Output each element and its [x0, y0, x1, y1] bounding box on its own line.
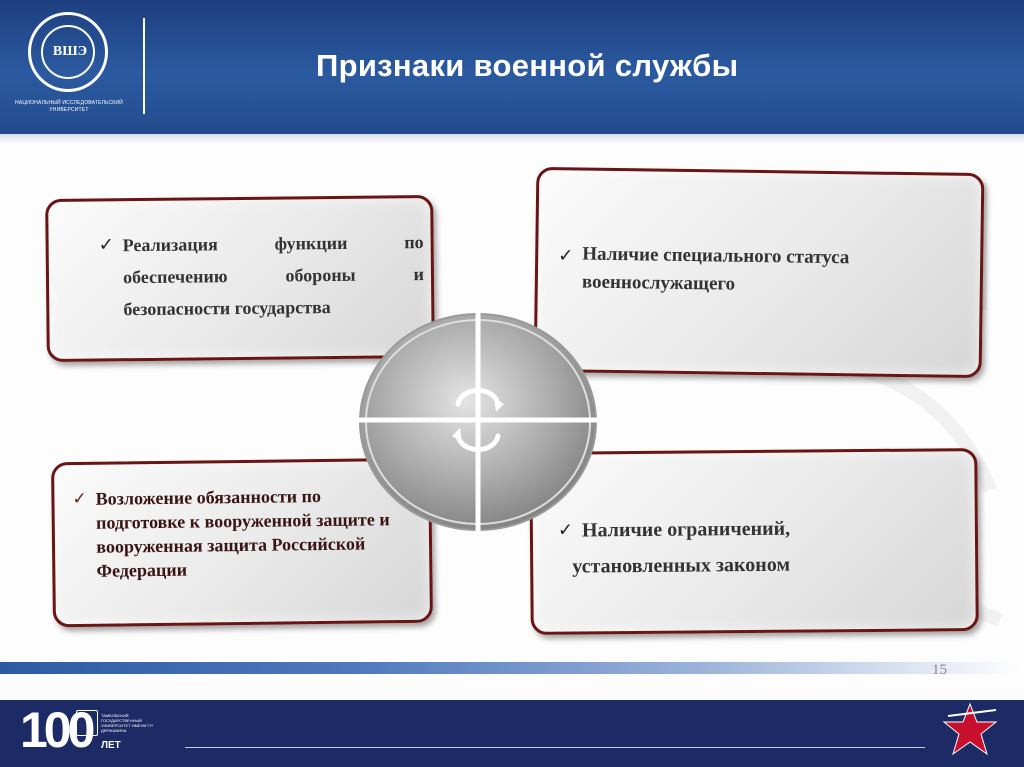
- slide-title: Признаки военной службы: [316, 48, 739, 83]
- card-item: [98, 226, 424, 325]
- logo-monogram: ВШЭ: [52, 44, 88, 59]
- restrictions-line-2: установленных законом: [572, 553, 791, 578]
- bottom-band: [0, 662, 1024, 674]
- card-item: [558, 509, 959, 584]
- footer-divider: [185, 747, 925, 748]
- footer-bar: [0, 700, 1024, 767]
- card-text-restrictions: [572, 511, 791, 585]
- page-number: 15: [932, 662, 947, 678]
- logo-ring-icon: [28, 12, 108, 92]
- logo-inner-ring: [41, 25, 95, 79]
- footer-let-label: ЛЕТ: [101, 740, 121, 751]
- checkmark-icon: ✓: [557, 519, 574, 541]
- slide-header: [0, 0, 1024, 137]
- card-text-status: Наличие специального статуса военнослужащего: [581, 243, 850, 295]
- logo-caption: НАЦИОНАЛЬНЫЙ ИССЛЕДОВАТЕЛЬСКИЙ УНИВЕРСИТЕТ: [15, 100, 123, 113]
- card-text-defense: Реализация функции по обеспечению обороны и безопасности государства: [122, 232, 425, 320]
- header-divider: [143, 18, 145, 114]
- red-star-icon: [940, 700, 1000, 760]
- checkmark-icon: ✓: [98, 234, 114, 256]
- center-cycle-circle: [358, 312, 598, 532]
- anniversary-logo: 100: [20, 702, 92, 758]
- card-special-status: [534, 167, 985, 378]
- checkmark-icon: ✓: [558, 245, 574, 267]
- university-logo: [14, 8, 124, 123]
- university-crest-icon: [76, 710, 98, 736]
- card-item: [558, 240, 969, 302]
- header-shadow: [0, 134, 1024, 144]
- card-item: [72, 483, 403, 583]
- card-text-armed-protection: Возложение обязанности по подготовке к вооруженной защите и вооруженная защита Российской Федерации: [95, 486, 390, 581]
- restrictions-line-1: Наличие ограничений,: [581, 517, 791, 542]
- footer-university-name: ТАМБОВСКИЙ ГОСУДАРСТВЕННЫЙ УНИВЕРСИТЕТ ИМЕНИ Г.Р. ДЕРЖАВИНА: [101, 713, 154, 733]
- checkmark-icon: ✓: [72, 488, 87, 510]
